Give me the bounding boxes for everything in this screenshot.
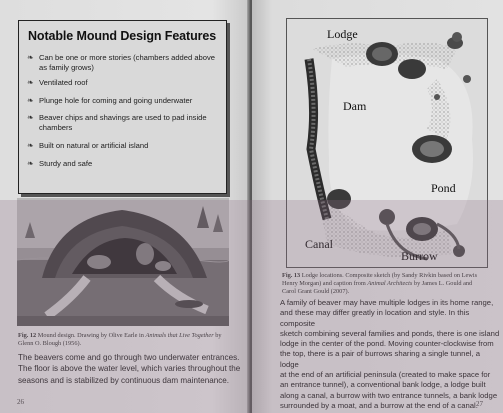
beaver-paw-icon: ❧ <box>27 113 34 122</box>
beaver-paw-icon: ❧ <box>27 53 34 62</box>
left-page <box>0 0 250 413</box>
page-number-left: 26 <box>17 398 24 406</box>
label-dam: Dam <box>343 99 367 113</box>
pond-map-drawing <box>287 19 487 267</box>
beaver-paw-icon: ❧ <box>27 141 34 150</box>
beaver-paw-icon: ❧ <box>27 96 34 105</box>
right-body-text: A family of beaver may have multiple lodges in its home range, and these may differ greatly in location and style. In this composite sketch combining several families and ponds, there is one island lodge in the center of the pond. Moving counter-clockwise from the top, there is a pair of burrows sharing a single tunnel, a lodge at the end of an artificial peninsula (created to make space for an entrance tunnel), a conventional bank lodge, a lodge built along a canal, a burrow with two entrance tunnels, a bank lodge surrounded by a moat, and a burrow at the end of a canal. <box>280 298 500 410</box>
feature-item: ❧ Sturdy and safe <box>27 159 93 168</box>
label-lodge: Lodge <box>327 27 358 41</box>
beaver-paw-icon: ❧ <box>27 78 34 87</box>
lodge-locations-sketch <box>286 18 488 268</box>
beaver-paw-icon: ❧ <box>27 159 34 168</box>
features-sidebar-box <box>18 20 227 194</box>
sidebar-title: Notable Mound Design Features <box>28 29 217 43</box>
feature-item: ❧ Plunge hole for coming and going underwater <box>27 96 193 105</box>
feature-item: ❧ Beaver chips and shavings are used to pad inside chambers <box>27 113 207 132</box>
label-burrow: Burrow <box>401 249 438 263</box>
feature-item: ❧ Built on natural or artificial island <box>27 141 149 150</box>
figure-13-caption: Fig. 13 Lodge locations. Composite sketch (by Sandy Rivkin based on Lewis Henry Morgan) and caption from Animal Architects by James L. Gould and Carol Grant Gould (2007). <box>282 272 478 295</box>
figure-12-caption: Fig. 12 Mound design. Drawing by Olive Earle in Animals that Live Together by Glenn O. Blough (1956). <box>18 332 222 347</box>
beaver-mound-illustration <box>17 198 229 326</box>
page-number-right: 27 <box>476 400 483 408</box>
label-canal: Canal <box>305 237 333 251</box>
feature-item: ❧ Can be one or more stories (chambers added above as family grows) <box>27 53 216 72</box>
feature-item: ❧ Ventilated roof <box>27 78 88 87</box>
left-body-text: The beavers come and go through two underwater entrances. The floor is above the water level, which varies throughout the seasons and is stabilized by continuous dam maintenance. <box>18 353 241 385</box>
label-pond: Pond <box>431 181 456 195</box>
